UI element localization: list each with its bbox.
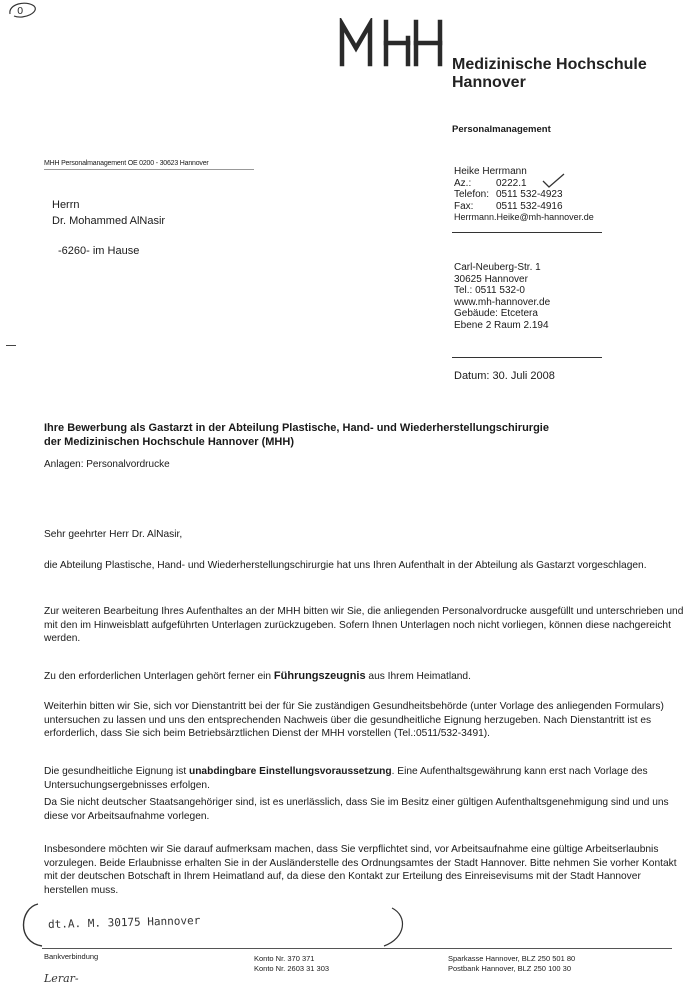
bank-2: Postbank Hannover, BLZ 250 100 30 bbox=[448, 964, 572, 973]
contact-rule bbox=[452, 232, 602, 233]
enclosures: Anlagen: Personalvordrucke bbox=[44, 459, 170, 470]
paragraph-6 bbox=[44, 796, 684, 823]
recipient-block bbox=[52, 197, 165, 229]
az-value: 0222.1 bbox=[496, 177, 527, 189]
paragraph-5 bbox=[44, 765, 684, 792]
greeting: Sehr geehrter Herr Dr. AlNasir, bbox=[44, 529, 183, 540]
paragraph-7 bbox=[44, 843, 684, 897]
department-label: Personalmanagement bbox=[452, 124, 551, 135]
fold-mark bbox=[6, 345, 16, 346]
paragraph-5-text bbox=[44, 765, 684, 792]
subject-line-1: Ihre Bewerbung als Gastarzt in der Abteilung Plastische, Hand- und Wiederherstellungschirurgie bbox=[44, 422, 549, 434]
paragraph-1 bbox=[44, 559, 684, 573]
handwritten-note: dt.A. M. 30175 Hannover bbox=[47, 914, 201, 931]
contact-block bbox=[454, 166, 594, 224]
bank-names bbox=[448, 954, 575, 974]
account-1: Konto Nr. 370 371 bbox=[254, 954, 315, 963]
institution-line-1: Medizinische Hochschule bbox=[452, 56, 647, 73]
paragraph-4 bbox=[44, 700, 684, 741]
bank-1: Sparkasse Hannover, BLZ 250 501 80 bbox=[448, 954, 576, 963]
paragraph-6-text: Da Sie nicht deutscher Staatsangehöriger sind, ist es unerlässlich, dass Sie im Besitz einer gültigen Aufenthaltsgenehmigung sind und uns diese vor Arbeitsaufnahme vorlegen. bbox=[44, 797, 669, 822]
institution-name bbox=[452, 56, 647, 92]
paragraph-3-start: Zu den erforderlichen Unterlagen gehört ferner ein bbox=[44, 671, 274, 682]
paragraph-3-end: aus Ihrem Heimatland. bbox=[365, 671, 471, 682]
mhh-logo bbox=[338, 18, 446, 68]
paragraph-5-start: Die gesundheitliche Eignung ist bbox=[44, 766, 189, 777]
office-rule bbox=[452, 357, 602, 358]
office-street: Carl-Neuberg-Str. 1 bbox=[454, 262, 541, 273]
recipient-name: Dr. Mohammed AlNasir bbox=[52, 215, 166, 227]
letter-subject bbox=[44, 421, 684, 449]
paragraph-1-text: die Abteilung Plastische, Hand- und Wiederherstellungschirurgie hat uns Ihren Aufenthalt in der Abteilung als Gastarzt vorgeschlagen. bbox=[44, 560, 647, 571]
paragraph-7-text: Insbesondere möchten wir Sie darauf aufmerksam machen, dass Sie verpflichtet sind, vor Arbeitsaufnahme eine gültige Arbeitserlaubnis vorzulegen. Beide Erlaubnisse erhalten Sie in der Ausländerstelle des Ordnungsamtes der Stadt Hannover. Bitte nehmen Sie vorher Kontakt mit der deutschen Botschaft in Ihrem Heimatland auf, da diese den Kontakt zur Erteilung des Einreisevisums mit der Stadt Hannover herstellen muss. bbox=[44, 844, 677, 896]
contact-email: Herrmann.Heike@mh-hannover.de bbox=[454, 212, 594, 222]
svg-text:0: 0 bbox=[17, 6, 24, 17]
recipient-salutation: Herrn bbox=[52, 199, 80, 211]
office-room: Ebene 2 Raum 2.194 bbox=[454, 319, 549, 331]
office-web: www.mh-hannover.de bbox=[454, 296, 551, 308]
paragraph-5-bold: unabdingbare Einstellungsvoraussetzung bbox=[188, 766, 392, 777]
fax-value: 0511 532-4916 bbox=[496, 200, 563, 212]
phone-value: 0511 532-4923 bbox=[496, 189, 563, 200]
paragraph-3-bold: Führungszeugnis bbox=[273, 670, 366, 682]
subject-line-2: der Medizinischen Hochschule Hannover (MHH) bbox=[44, 436, 294, 448]
institution-line-2: Hannover bbox=[452, 74, 526, 91]
paragraph-3-text bbox=[44, 670, 684, 684]
fax-label: Fax: bbox=[454, 200, 474, 212]
office-address bbox=[454, 262, 550, 331]
paragraph-3 bbox=[44, 670, 684, 684]
phone-label: Telefon: bbox=[454, 189, 490, 200]
office-building: Gebäude: Etcetera bbox=[454, 308, 538, 319]
letter-date: Datum: 30. Juli 2008 bbox=[454, 370, 555, 382]
bank-label: Bankverbindung bbox=[44, 952, 99, 961]
contact-name: Heike Herrmann bbox=[454, 166, 527, 177]
account-2: Konto Nr. 2603 31 303 bbox=[254, 964, 330, 973]
return-address: MHH Personalmanagement OE 0200 - 30623 Hannover bbox=[44, 160, 209, 167]
paragraph-5-end: . Eine Aufenthaltsgewährung kann erst nach Vorlage des Untersuchungsergebnisses erfolgen. bbox=[44, 766, 648, 791]
footer-rule bbox=[42, 948, 672, 949]
handwritten-check-mark bbox=[540, 172, 568, 190]
return-address-rule bbox=[44, 169, 254, 170]
corner-circle-mark bbox=[4, 0, 44, 22]
office-city: 30625 Hannover bbox=[454, 273, 528, 285]
az-label: Az.: bbox=[454, 177, 472, 189]
account-numbers bbox=[254, 954, 329, 974]
paragraph-2-text: Zur weiteren Bearbeitung Ihres Aufenthaltes an der MHH bitten wir Sie, die anliegenden Personalvordrucke ausgefüllt und unterschrieben und mit den im Hinweisblatt aufgeführten Unterlagen zurückzugeben. Sofern Ihnen Unterlagen noch nicht vorliegen, können diese nachgereicht werden. bbox=[44, 606, 684, 644]
recipient-internal: -6260- im Hause bbox=[58, 245, 140, 257]
paragraph-2 bbox=[44, 605, 684, 646]
paragraph-4-text: Weiterhin bitten wir Sie, sich vor Dienstantritt bei der für Sie zuständigen Gesundheitsbehörde (unter Vorlage des anliegenden Formulars) untersuchen zu lassen und uns den entsprechenden Nachweis über die gesundheitliche Eignung herzugeben. Nach Dienstantritt ist es erforderlich, dass Sie sich beim Betriebsärztlichen Dienst der MHH vorstellen (Tel.:0511/532-3491). bbox=[44, 701, 664, 739]
handwritten-scribble: Lerar- bbox=[44, 972, 79, 985]
office-tel: Tel.: 0511 532-0 bbox=[454, 285, 525, 296]
